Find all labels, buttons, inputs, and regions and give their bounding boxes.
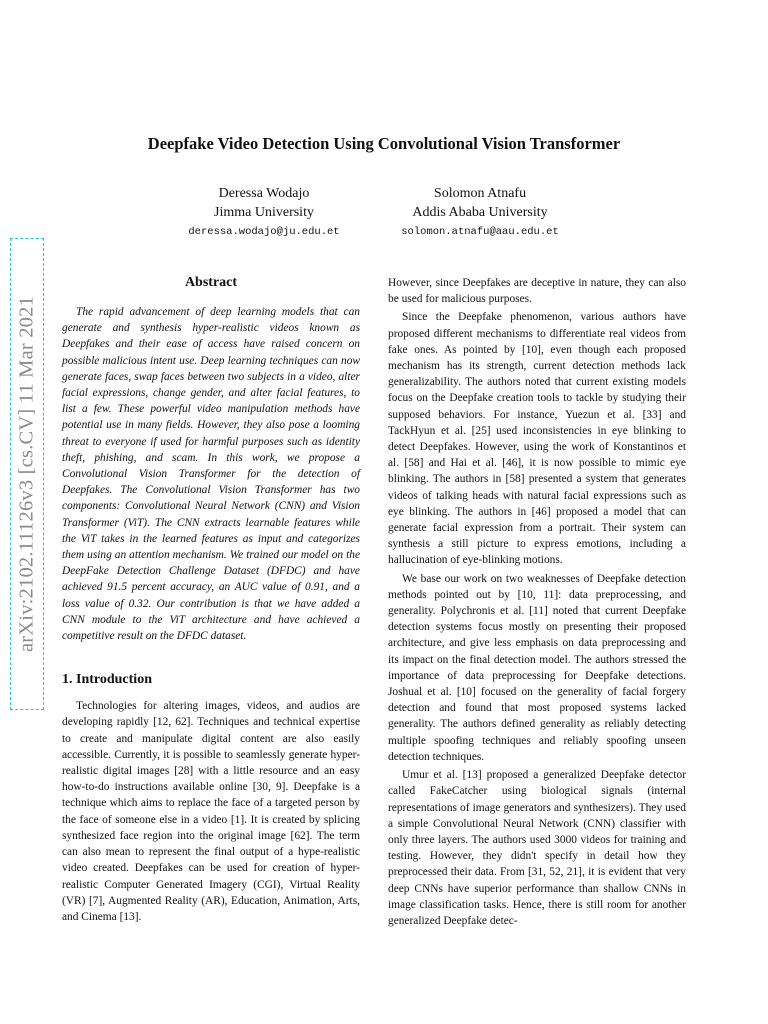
paper-title: Deepfake Video Detection Using Convolutional Vision Transformer bbox=[147, 134, 621, 153]
author-name: Deressa Wodajo bbox=[218, 186, 310, 201]
abstract-text: The rapid advancement of deep learning models that can generate and synthesis hyper-realistic videos known as Deepfakes and their ease of access have raised concern on possible malicious intent use. Deep learning techniques can now generate faces, swap faces between two subjects in a video, alter facial expressions, change gender, and alter facial features, to list a few. These powerful video manipulation methods have potential use in many fields. However, they also pose a looming threat to everyone if used for harmful purposes such as identity theft, phishing, and scam. In this work, we propose a Convolutional Vision Transformer for the detection of Deepfakes. The Convolutional Vision Transformer has two components: Convolutional Neural Network (CNN) and Vision Transformer (ViT). The CNN extracts learnable features while the ViT takes in the learned features as input and categorizes them using an attention mechanism. We trained our model on the DeepFake Detection Challenge Dataset (DFDC) and have achieved 91.5 percent accuracy, an AUC value of 0.91, and a loss value of 0.32. Our contribution is that we have added a CNN module to the ViT architecture and have achieved a competitive result on the DFDC dataset. bbox=[62, 306, 360, 643]
author-email: solomon.atnafu@aau.edu.et bbox=[401, 226, 559, 238]
author-affiliation: Addis Ababa University bbox=[412, 205, 548, 220]
body-paragraph: Since the Deepfake phenomenon, various authors have proposed different mechanisms to differentiate real videos from fake ones. As pointed by [10], even though each proposed mechanism has its strength, current detection methods lack generalizability. The authors noted that current existing models focus on the Deepfake creation tools to tackle by studying their supposed behaviors. For instance, Yuezun et al. [33] and TackHyun et al. [25] used inconsistencies in eye blinking to detect Deepfakes. However, using the work of Konstantinos et al. [58] and Hai et al. [46], it is now possible to mimic eye blinking. The authors in [58] presented a system that generates videos of talking heads with natural facial expressions such as eye blinking. The authors in [46] proposed a model that can generate facial expression from a portrait. Their system can synthesis a still picture to express emotions, including a hallucination of eye-blinking motions. bbox=[388, 311, 686, 567]
abstract-heading: Abstract bbox=[184, 275, 238, 290]
arxiv-stamp bbox=[10, 238, 44, 710]
author-email: deressa.wodajo@ju.edu.et bbox=[188, 226, 340, 238]
right-column bbox=[388, 275, 686, 929]
author-affiliation: Jimma University bbox=[214, 205, 314, 220]
body-paragraph: We base our work on two weaknesses of Deepfake detection methods pointed out by [10, 11]: data preprocessing, and generality. Polychronis et al. [11] noted that current Deepfake detection systems focus mostly on presenting their proposed architecture, and give less emphasis on data preprocessing and its impact on the final detection model. The authors stressed the importance of data preprocessing for Deepfake detections. Joshual et al. [10] focused on the generality of facial forgery detection and found that most proposed systems lacked generality. The authors defined generality as reliably detecting multiple spoofing techniques and reliably spoofing unseen detection techniques. bbox=[388, 572, 686, 763]
body-paragraph: However, since Deepfakes are deceptive in nature, they can also be used for malicious purposes. bbox=[388, 277, 686, 306]
author-block-2 bbox=[350, 184, 610, 242]
left-column bbox=[62, 274, 360, 925]
intro-paragraph: Technologies for altering images, videos, and audios are developing rapidly [12, 62]. Techniques and technical expertise to create and manipulate digital content are also easily accessible. Currently, it is possible to seamlessly generate hyper-realistic digital images [28] with a little resource and an easy how-to-do instructions available online [30, 9]. Deepfake is a technique which aims to replace the face of a targeted person by the face of someone else in a video [1]. It is created by splicing synthesized face region into the original image [62]. The term can also mean to represent the final output of a hype-realistic video created. Deepfakes can be used for creation of hyper-realistic Computer Generated Imagery (CGI), Virtual Reality (VR) [7], Augmented Reality (AR), Education, Animation, Arts, and Cinema [13]. bbox=[62, 700, 360, 923]
section-heading-introduction: 1. Introduction bbox=[62, 672, 152, 688]
author-name: Solomon Atnafu bbox=[433, 186, 527, 201]
arxiv-id: arXiv:2102.11126v3 [cs.CV] 11 Mar 2021 bbox=[15, 295, 38, 653]
body-paragraph: Umur et al. [13] proposed a generalized Deepfake detector called FakeCatcher using biological signals (internal representations of image generators and synthesizers). They used a simple Convolutional Neural Network (CNN) classifier with only three layers. The authors used 3000 videos for training and testing. However, they didn't specify in detail how they preprocessed their data. From [31, 52, 21], it is evident that very deep CNNs have superior performance than shallow CNNs in image classification tasks. Hence, there is still room for another generalized Deepfake detec- bbox=[388, 769, 686, 927]
